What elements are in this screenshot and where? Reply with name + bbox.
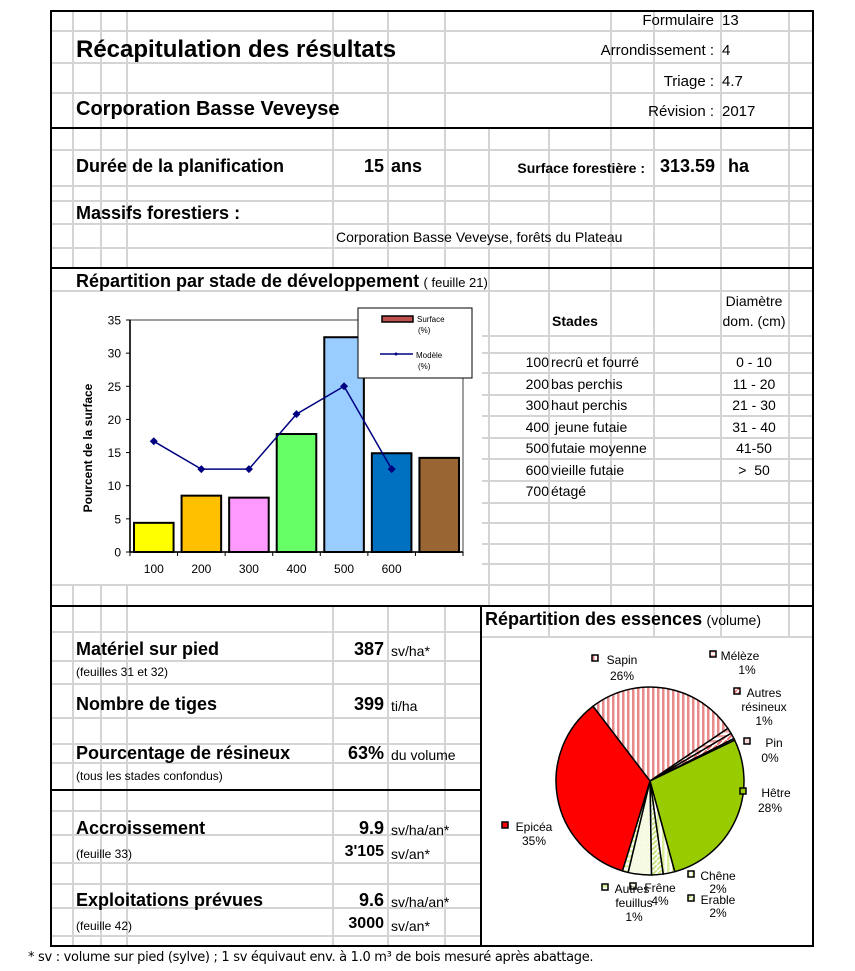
- accroissement-label: Accroissement: [76, 818, 206, 838]
- pie-label-marker: [688, 871, 694, 877]
- accroissement-value: 9.9: [358, 818, 384, 838]
- stage-name: futaie moyenne: [551, 440, 647, 456]
- exploitations-label: Exploitations prévues: [76, 890, 264, 910]
- tiges-value: 399: [353, 694, 384, 714]
- bar-100: [134, 523, 174, 552]
- surface-label: Surface forestière :: [517, 160, 645, 176]
- frame-left: [50, 10, 52, 947]
- gridline: [482, 372, 812, 374]
- gridline: [52, 810, 480, 812]
- accroissement-unit: sv/ha/an*: [391, 822, 450, 838]
- stage-diameter: 11 - 20: [732, 375, 776, 392]
- stage-code: 500: [525, 440, 549, 456]
- pie-label-text: résineux: [741, 700, 787, 714]
- stage-name: vieille futaie: [551, 461, 625, 478]
- bar-400: [277, 434, 317, 552]
- bar-300: [229, 498, 269, 552]
- divider-stages: [50, 605, 814, 607]
- triage-label: Triage :: [663, 73, 714, 90]
- stages-section-heading: [76, 271, 488, 292]
- pie-label-marker: [502, 822, 508, 828]
- resineux-value: 63%: [347, 743, 384, 763]
- gridline: [72, 607, 74, 946]
- divider-planning: [50, 267, 814, 269]
- stage-name: recrû et fourré: [551, 354, 639, 370]
- gridline: [52, 185, 812, 187]
- pie-label-marker: [710, 651, 716, 657]
- stage-code: 100: [525, 354, 549, 370]
- y-tick-label: 5: [114, 512, 121, 527]
- x-tick-label: 100: [143, 562, 164, 576]
- stage-bar-chart: [60, 300, 480, 590]
- exploitations-note: (feuille 42): [76, 919, 133, 933]
- chart-legend: [358, 308, 472, 378]
- stages-title: Répartition par stade de développement: [76, 271, 420, 291]
- stades-header: Stades: [552, 313, 598, 329]
- pie-label-marker: [744, 738, 750, 744]
- gridline: [52, 683, 480, 685]
- gridline: [482, 415, 812, 417]
- duration-value: 15: [363, 156, 384, 176]
- duration-label: Durée de la planification: [76, 156, 285, 176]
- pie-label-text: Erable: [700, 893, 736, 907]
- exploitations-unit: sv/ha/an*: [391, 894, 450, 910]
- x-tick-label: 400: [286, 562, 307, 576]
- stage-name: jeune futaie: [551, 418, 628, 435]
- diametre-header-1: Diamètre: [725, 293, 783, 309]
- gridline: [482, 480, 812, 482]
- gridline: [482, 437, 812, 439]
- footnote: * sv : volume sur pied (sylve) ; 1 sv équivaut env. à 1.0 m³ de bois mesuré après abattage.: [28, 950, 594, 965]
- divider-metrics: [50, 789, 481, 791]
- gridline: [482, 636, 812, 638]
- pie-label-text: 0%: [761, 751, 779, 765]
- pie-label: [502, 820, 553, 848]
- frame-bottom: [50, 945, 814, 947]
- pie-label-text: 1%: [738, 663, 756, 677]
- gridline: [52, 935, 480, 937]
- y-tick-label: 30: [107, 346, 121, 361]
- pie-label-marker: [592, 655, 598, 661]
- legend-label-surface: Surface: [417, 315, 445, 324]
- stage-diameter: 0 - 10: [736, 354, 772, 370]
- pie-label-text: 4%: [651, 894, 669, 908]
- stage-diameter: 21 - 30: [732, 397, 776, 413]
- resineux-label: Pourcentage de résineux: [76, 743, 291, 763]
- stage-code: 300: [525, 397, 549, 413]
- y-tick-label: 10: [107, 479, 121, 494]
- materiel-value: 387: [353, 639, 384, 659]
- stage-diameter: 31 - 40: [732, 418, 776, 435]
- pie-label-marker: [602, 884, 608, 890]
- gridline: [482, 458, 812, 460]
- stage-name: haut perchis: [551, 397, 628, 413]
- diametre-header-2: dom. (cm): [722, 313, 786, 329]
- essences-note: (volume): [706, 612, 762, 628]
- pie-label-text: 1%: [755, 714, 773, 728]
- x-tick-label: 200: [191, 562, 212, 576]
- pie-label: [602, 882, 653, 924]
- y-tick-label: 20: [107, 412, 121, 427]
- y-tick-label: 25: [107, 379, 121, 394]
- pie-label-marker: [688, 895, 694, 901]
- x-tick-label: 300: [238, 562, 259, 576]
- stage-name: bas perchis: [551, 375, 623, 392]
- tiges-label: Nombre de tiges: [76, 694, 218, 714]
- stage-code: 700: [525, 483, 549, 499]
- page-title: Récapitulation des résultats: [76, 36, 397, 63]
- gridline: [387, 607, 389, 946]
- pie-label-text: Hêtre: [761, 786, 791, 800]
- exploitations-total: 3000: [348, 915, 384, 932]
- pie-label-text: Sapin: [606, 653, 638, 667]
- gridline: [482, 563, 812, 565]
- gridline: [52, 717, 480, 719]
- gridline: [788, 607, 790, 637]
- tiges-unit: ti/ha: [391, 698, 418, 714]
- pie-label: [688, 869, 736, 896]
- stage-code: 400: [525, 418, 549, 435]
- pie-label: [740, 786, 791, 815]
- materiel-label: Matériel sur pied: [76, 639, 220, 659]
- exploitations-value: 9.6: [358, 890, 384, 910]
- gridline: [482, 584, 812, 586]
- gridline: [332, 607, 334, 946]
- gridline: [482, 543, 812, 545]
- gridline: [482, 522, 812, 524]
- pie-label-text: 1%: [625, 910, 643, 924]
- x-tick-label: 600: [381, 562, 402, 576]
- gridline: [482, 502, 812, 504]
- y-tick-label: 0: [114, 545, 121, 560]
- exploitations-total-unit: sv/an*: [391, 918, 430, 934]
- pie-label-text: Epicéa: [515, 820, 553, 834]
- pie-label-text: 2%: [709, 906, 727, 920]
- gridline: [52, 883, 480, 885]
- accroissement-note: (feuille 33): [76, 847, 133, 861]
- gridline: [52, 200, 812, 202]
- pie-label-text: Pin: [765, 736, 783, 750]
- duration-unit: ans: [391, 156, 423, 176]
- arrondissement-value: 4: [722, 42, 731, 59]
- gridline: [52, 862, 480, 864]
- essences-section-heading: [485, 609, 761, 630]
- legend-label-surface-unit: (%): [418, 326, 431, 335]
- pie-label: [744, 736, 783, 765]
- legend-label-modele: Modèle: [416, 351, 443, 360]
- accroissement-total: 3'105: [344, 843, 384, 860]
- revision-value: 2017: [722, 103, 756, 120]
- surface-value: 313.59: [659, 156, 715, 176]
- pie-label-text: feuillus: [615, 896, 653, 910]
- gridline: [482, 335, 812, 337]
- legend-swatch-surface: [382, 316, 413, 322]
- organization-name: Corporation Basse Veveyse: [76, 98, 340, 120]
- stage-diameter: 41-50: [736, 440, 772, 456]
- pie-label-marker: [734, 688, 740, 694]
- y-tick-label: 15: [107, 446, 121, 461]
- gridline: [482, 290, 812, 292]
- pie-label: [710, 649, 760, 677]
- x-tick-label: 500: [334, 562, 355, 576]
- pie-label-text: 26%: [609, 669, 635, 683]
- y-axis-label: Pourcent de la surface: [81, 383, 95, 513]
- bar-200: [182, 496, 222, 552]
- legend-label-modele-unit: (%): [418, 362, 431, 371]
- formulaire-label: Formulaire: [642, 12, 714, 29]
- gridline: [52, 631, 480, 633]
- stage-code: 200: [525, 375, 549, 392]
- pie-label: [592, 653, 637, 683]
- gridline: [52, 247, 812, 249]
- formulaire-value: 13: [722, 12, 739, 29]
- massifs-label: Massifs forestiers :: [76, 203, 241, 223]
- legend-marker-modele: [395, 353, 398, 356]
- essences-pie-chart: [482, 640, 812, 945]
- arrondissement-label: Arrondissement :: [600, 42, 714, 59]
- pie-label: [734, 686, 787, 728]
- pie-label-text: Mélèze: [720, 649, 760, 663]
- gridline: [52, 660, 480, 662]
- gridline: [52, 30, 812, 32]
- surface-unit: ha: [728, 156, 750, 176]
- resineux-unit: du volume: [391, 747, 456, 763]
- massifs-value: Corporation Basse Veveyse, forêts du Plateau: [336, 229, 623, 245]
- revision-label: Révision :: [648, 103, 714, 120]
- resineux-note: (tous les stades confondus): [76, 769, 223, 783]
- gridline: [482, 394, 812, 396]
- pie-label-text: 2%: [709, 882, 727, 896]
- materiel-note: (feuilles 31 et 32): [76, 665, 169, 679]
- pie-label-text: Autres: [746, 686, 782, 700]
- pie-label-text: 35%: [521, 834, 547, 848]
- divider-header: [50, 127, 814, 129]
- frame-right: [812, 10, 814, 947]
- stage-diameter: > 50: [738, 461, 770, 478]
- triage-value: 4.7: [722, 73, 743, 90]
- essences-title: Répartition des essences: [485, 609, 703, 629]
- gridline: [52, 92, 812, 94]
- pie-label-text: 28%: [757, 801, 783, 815]
- stage-name: étagé: [551, 483, 587, 499]
- pie-label-marker: [740, 788, 746, 794]
- pie-label-text: Chêne: [700, 869, 736, 883]
- stage-code: 600: [525, 461, 549, 478]
- stages-note: ( feuille 21): [423, 275, 488, 290]
- legend-box: [358, 308, 472, 378]
- pie-label-text: Autres: [614, 882, 650, 896]
- accroissement-total-unit: sv/an*: [391, 846, 430, 862]
- gridline: [52, 149, 812, 151]
- bar-700: [419, 458, 459, 552]
- pie-label: [688, 893, 736, 920]
- materiel-unit: sv/ha*: [391, 643, 430, 659]
- y-tick-label: 35: [107, 313, 121, 328]
- pie-label-text: Frêne: [644, 881, 676, 895]
